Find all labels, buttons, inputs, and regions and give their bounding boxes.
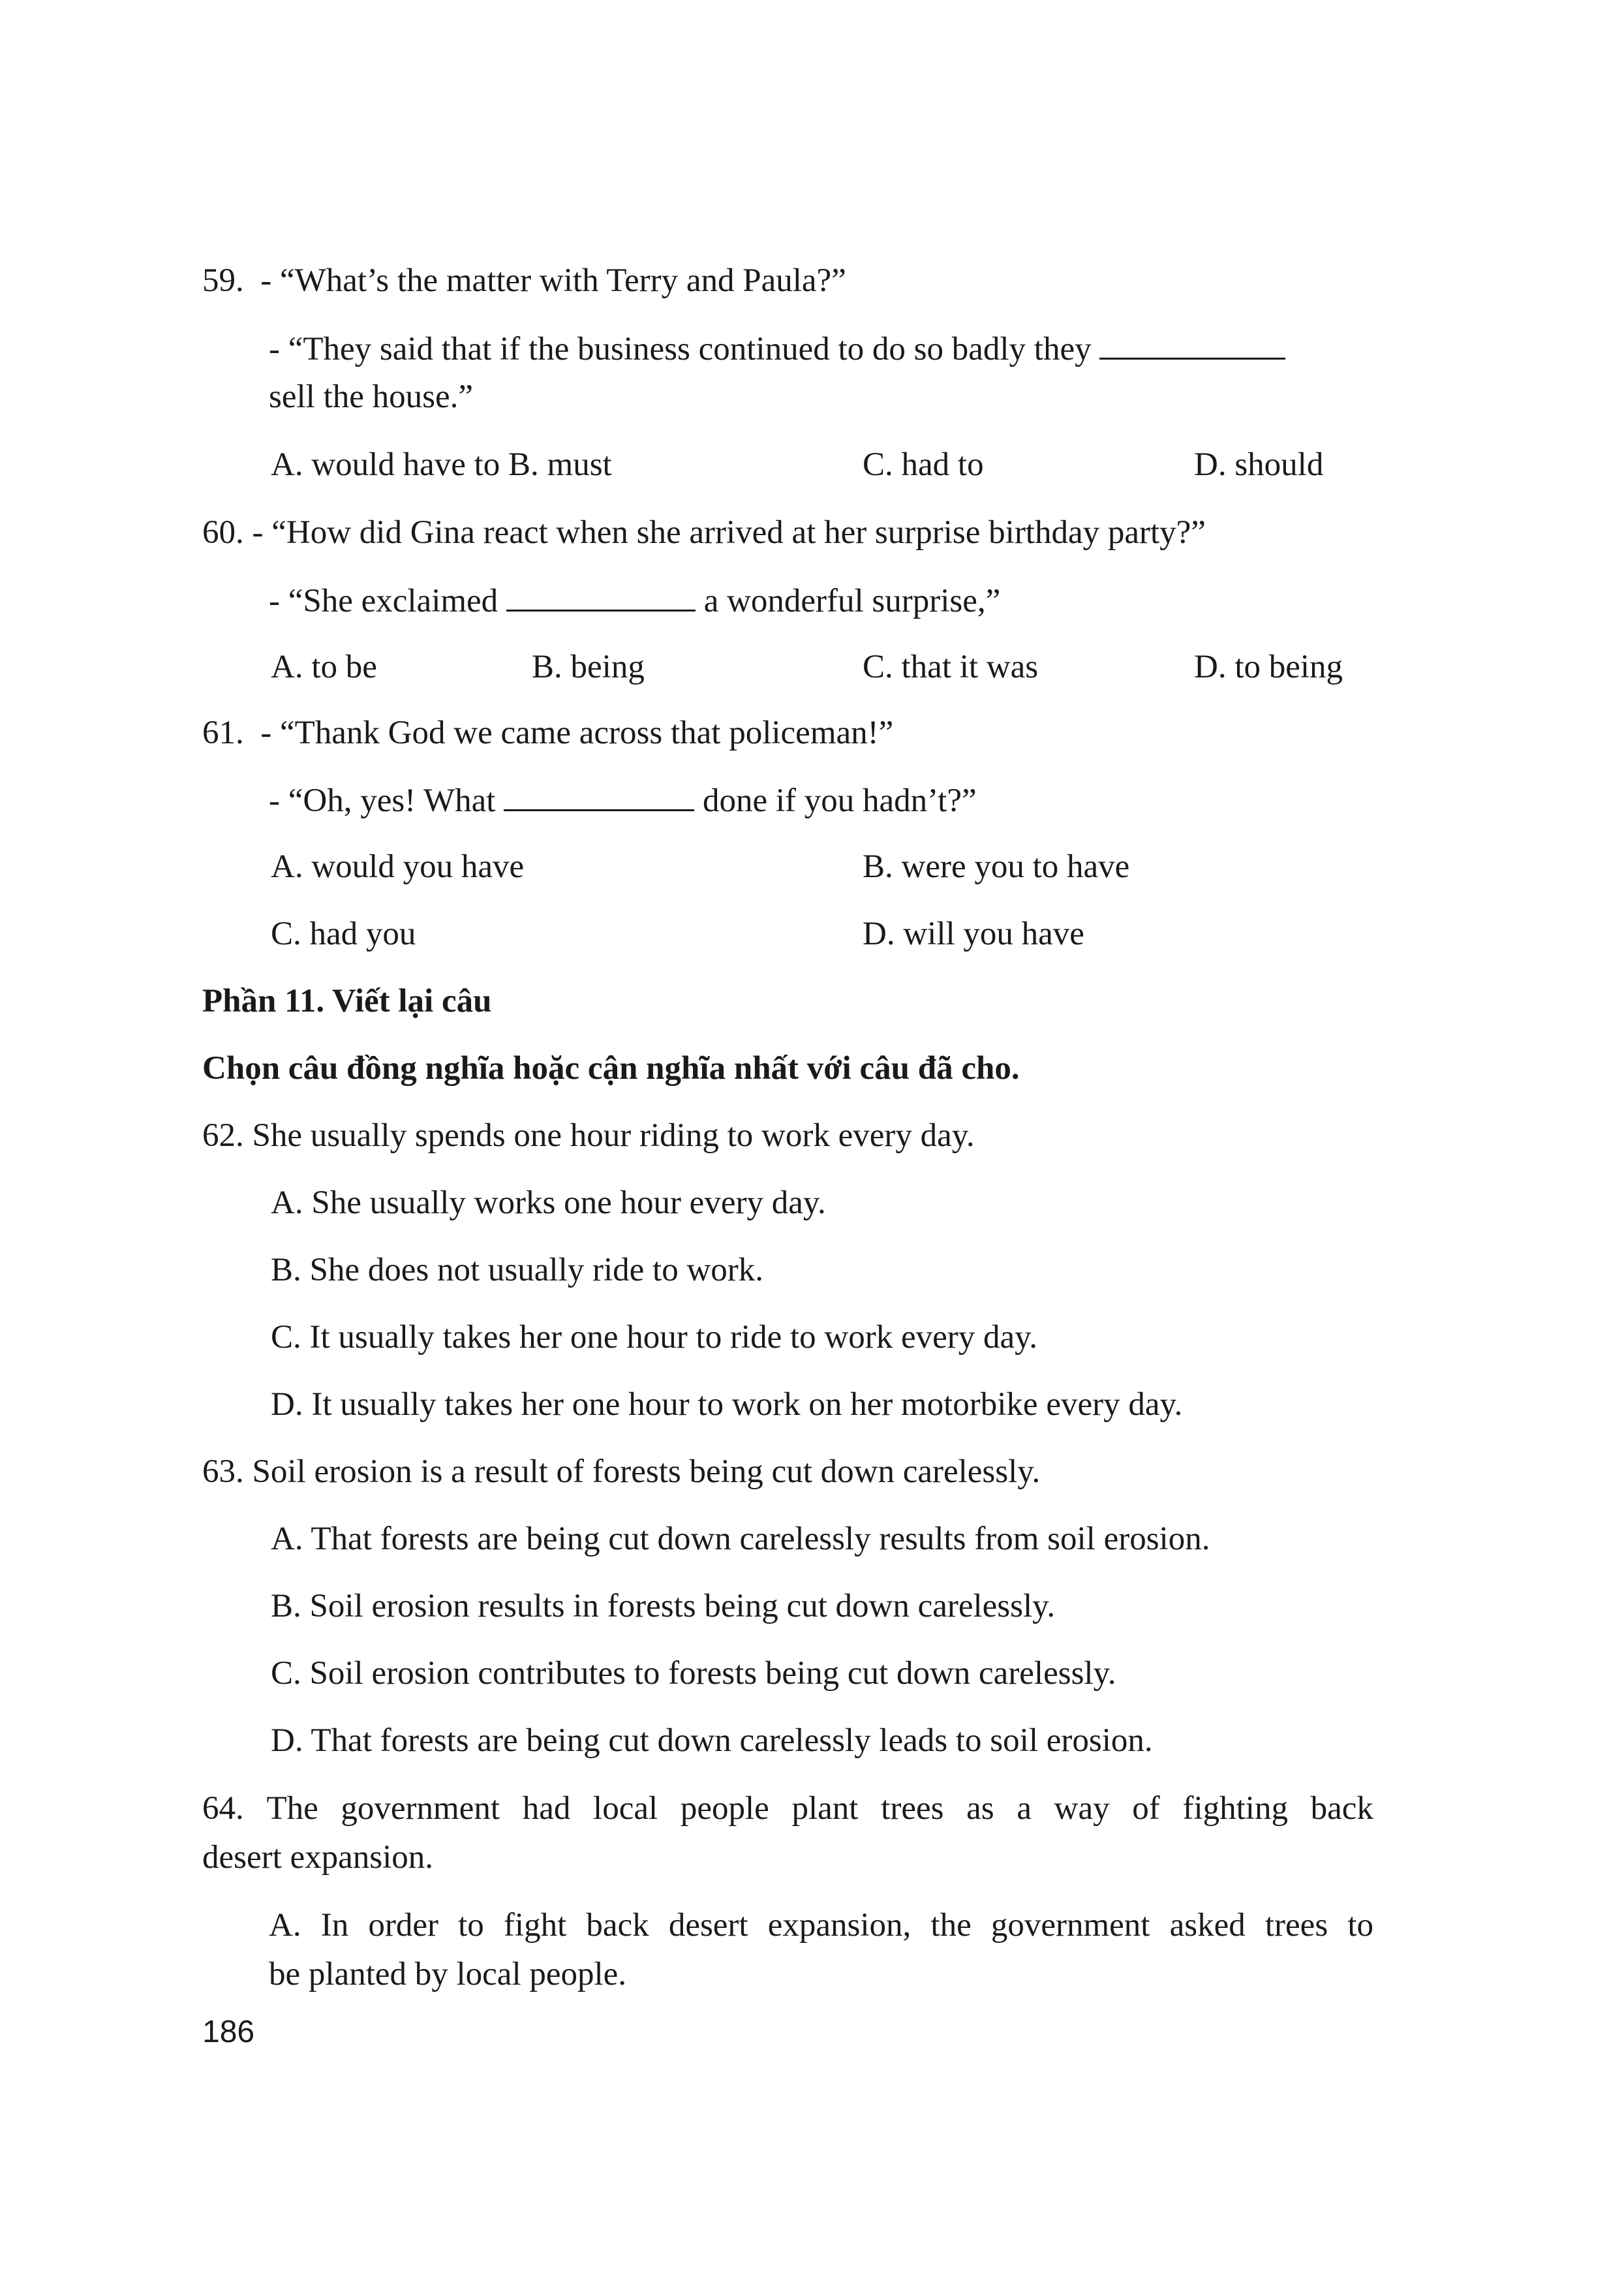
q61-reply-before: - “Oh, yes! What — [269, 783, 496, 819]
q61-option-b[interactable]: B. were you to have — [863, 848, 1130, 885]
q59-reply-line2: sell the house.” — [269, 379, 473, 415]
q62-option-a[interactable]: A. She usually works one hour every day. — [271, 1185, 826, 1221]
q64-option-a-word: fight — [503, 1907, 567, 1944]
q64-option-a-word: In — [320, 1907, 349, 1944]
q63-option-c[interactable]: C. Soil erosion contributes to forests being cut down carelessly. — [271, 1655, 1116, 1692]
q64-stem-word: plant — [791, 1790, 859, 1827]
q64-stem-word: back — [1310, 1790, 1373, 1827]
q62-option-b[interactable]: B. She does not usually ride to work. — [271, 1252, 764, 1288]
q60-reply-after: a wonderful surprise,” — [703, 583, 1001, 619]
q63-option-a[interactable]: A. That forests are being cut down carelessly results from soil erosion. — [271, 1521, 1210, 1557]
section-instruction: Chọn câu đồng nghĩa hoặc cận nghĩa nhất với câu đã cho. — [202, 1050, 1020, 1087]
q60-prompt-text: - “How did Gina react when she arrived at her surprise birthday party?” — [252, 514, 1206, 551]
q64-option-a-word: back — [586, 1907, 649, 1944]
q64-stem-word: of — [1132, 1790, 1160, 1827]
q59-number: 59. — [202, 262, 244, 299]
q61-prompt — [202, 717, 893, 750]
q60-option-d[interactable]: D. to being — [1194, 649, 1343, 685]
q59-reply-before: - “They said that if the business continued to do so badly they — [269, 331, 1092, 367]
q59-prompt — [202, 264, 846, 298]
q64-stem-word: had — [522, 1790, 571, 1827]
q64-stem-word: local — [593, 1790, 658, 1827]
q61-number: 61. — [202, 715, 244, 751]
q61-option-c[interactable]: C. had you — [271, 916, 416, 952]
q64-stem-word: as — [966, 1790, 994, 1827]
q64-option-a-word: order — [368, 1907, 438, 1944]
q60-number: 60. — [202, 514, 244, 551]
section-title: Phần 11. Viết lại câu — [202, 983, 492, 1019]
q59-option-c[interactable]: C. had to — [863, 446, 984, 483]
q60-option-a[interactable]: A. to be — [271, 649, 377, 685]
q64-option-a-word: A. — [269, 1907, 301, 1944]
q64-stem-word: people — [680, 1790, 769, 1827]
q64-option-a-line1[interactable] — [269, 1909, 1373, 1942]
q64-option-a-line2: be planted by local people. — [269, 1956, 627, 1992]
q64-stem-word: fighting — [1182, 1790, 1288, 1827]
q64-option-a-word: to — [1347, 1907, 1373, 1944]
q64-option-a-word: expansion, — [767, 1907, 912, 1944]
q62-option-c[interactable]: C. It usually takes her one hour to ride to work every day. — [271, 1319, 1038, 1356]
q64-option-a-word: asked — [1169, 1907, 1246, 1944]
q64-option-a-word: the — [930, 1907, 972, 1944]
q64-stem-word: a — [1017, 1790, 1032, 1827]
q64-stem-line1 — [202, 1792, 1373, 1825]
q64-stem-line2: desert expansion. — [202, 1839, 434, 1876]
q64-option-a-word: desert — [668, 1907, 748, 1944]
page-number: 186 — [202, 2015, 255, 2049]
q60-answer-blank[interactable] — [506, 583, 696, 612]
q64-stem-word: 64. — [202, 1790, 244, 1827]
q59-answer-blank[interactable] — [1099, 332, 1285, 360]
q61-option-a[interactable]: A. would you have — [271, 848, 525, 885]
q64-option-a-word: trees — [1264, 1907, 1328, 1944]
q63-stem: 63. Soil erosion is a result of forests being cut down carelessly. — [202, 1453, 1041, 1490]
q64-stem-word: trees — [881, 1790, 944, 1827]
q61-answer-blank[interactable] — [504, 783, 694, 811]
q62-stem: 62. She usually spends one hour riding to work every day. — [202, 1117, 975, 1154]
q60-option-c[interactable]: C. that it was — [863, 649, 1039, 685]
q60-reply — [269, 583, 1000, 618]
q59-reply-line1 — [269, 332, 1285, 366]
q59-option-d[interactable]: D. should — [1194, 446, 1324, 483]
q59-prompt-text: - “What’s the matter with Terry and Paula?” — [260, 262, 846, 299]
q64-stem-word: The — [266, 1790, 318, 1827]
q61-prompt-text: - “Thank God we came across that policeman!” — [260, 715, 894, 751]
q64-stem-word: way — [1054, 1790, 1110, 1827]
q63-option-b[interactable]: B. Soil erosion results in forests being cut down carelessly. — [271, 1588, 1056, 1624]
q61-option-d[interactable]: D. will you have — [863, 916, 1084, 952]
q64-option-a-word: to — [458, 1907, 484, 1944]
q60-prompt — [202, 516, 1206, 550]
q62-option-d[interactable]: D. It usually takes her one hour to work on her motorbike every day. — [271, 1386, 1183, 1423]
q64-stem-word: government — [341, 1790, 500, 1827]
q64-option-a-word: government — [990, 1907, 1150, 1944]
q59-option-ab[interactable]: A. would have to B. must — [271, 446, 612, 483]
q60-option-b[interactable]: B. being — [532, 649, 645, 685]
q61-reply — [269, 783, 977, 818]
q60-reply-before: - “She exclaimed — [269, 583, 498, 619]
q61-reply-after: done if you hadn’t?” — [702, 783, 977, 819]
q63-option-d[interactable]: D. That forests are being cut down carelessly leads to soil erosion. — [271, 1722, 1153, 1759]
